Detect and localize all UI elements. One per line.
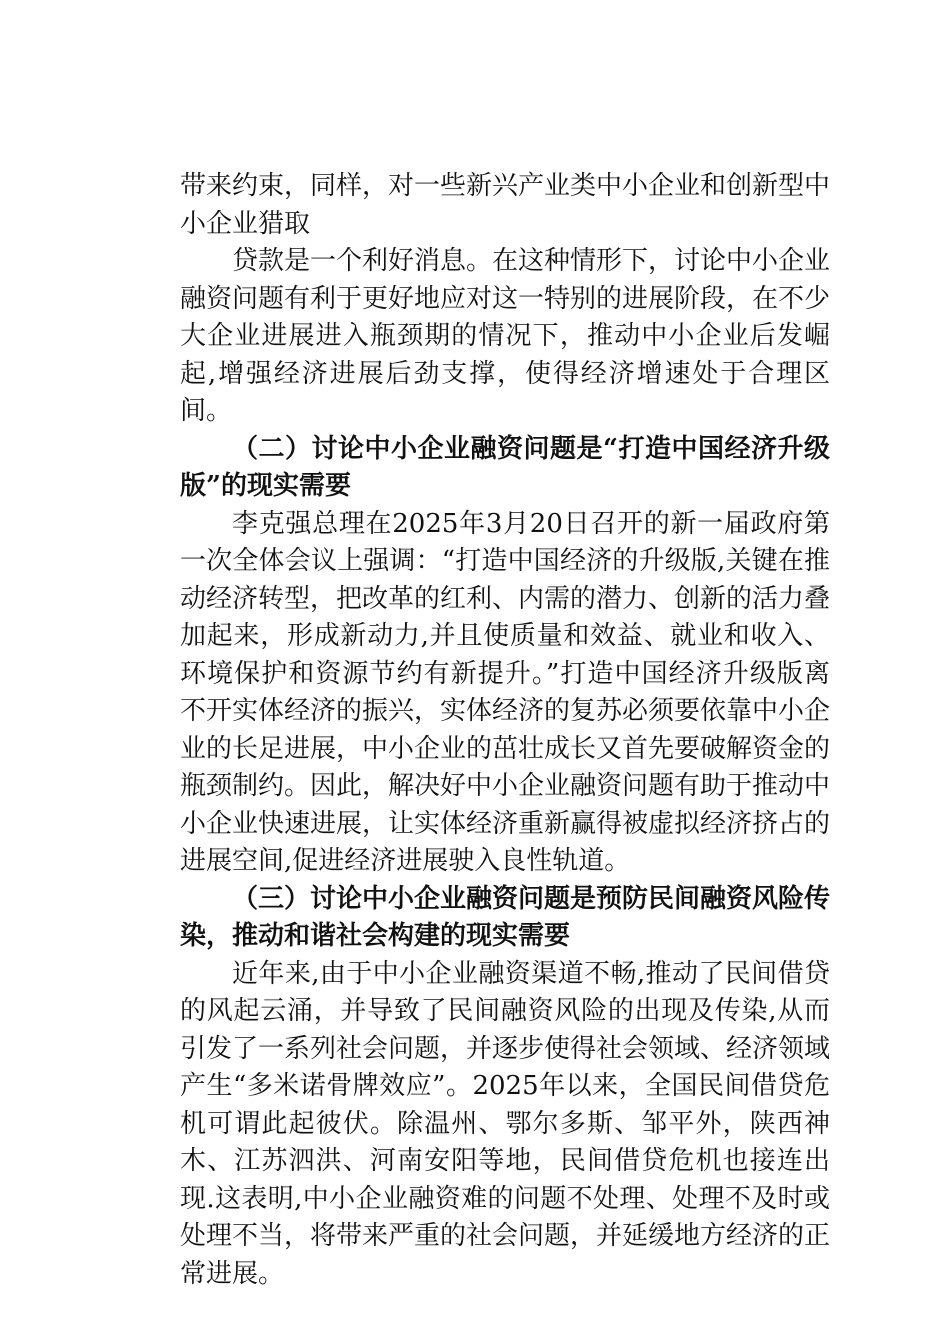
- body-paragraph: 近年来,由于中小企业融资渠道不畅,推动了民间借贷的风起云涌，并导致了民间融资风险的出现及传染,从而引发了一系列社会问题，并逐步使得社会领域、经济领域产生“多米诺骨牌效应”。2025年以来，全国民间借贷危机可谓此起彼伏。除温州、鄂尔多斯、邹平外，陕西神木、江苏泗洪、河南安阳等地，民间借贷危机也接连出现.这表明,中小企业融资难的问题不处理、处理不及时或处理不当，将带来严重的社会问题，并延缓地方经济的正常进展。: [180, 958, 831, 1289]
- body-paragraph: 带来约束，同样，对一些新兴产业类中小企业和创新型中小企业猎取: [180, 171, 831, 239]
- section-heading: （二）讨论中小企业融资问题是“打造中国经济升级版”的现实需要: [180, 433, 830, 501]
- body-paragraph: 贷款是一个利好消息。在这种情形下，讨论中小企业融资问题有利于更好地应对这一特别的进展阶段，在不少大企业进展进入瓶颈期的情况下，推动中小企业后发崛起,增强经济进展后劲支撑，使得经济增速处于合理区间。: [180, 246, 831, 426]
- document-page: [180, 168, 830, 1293]
- body-paragraph: 李克强总理在2025年3月20日召开的新一届政府第一次全体会议上强调：“打造中国经济的升级版,关键在推动经济转型，把改革的红利、内需的潜力、创新的活力叠加起来，形成新动力,并且使质量和效益、就业和收入、环境保护和资源节约有新提升。”打造中国经济升级版离不开实体经济的振兴，实体经济的复苏必须要依靠中小企业的长足进展，中小企业的茁壮成长又首先要破解资金的瓶颈制约。因此，解决好中小企业融资问题有助于推动中小企业快速进展，让实体经济重新赢得被虚拟经济挤占的进展空间,促进经济进展驶入良性轨道。: [180, 508, 831, 876]
- section-heading: （三）讨论中小企业融资问题是预防民间融资风险传染，推动和谐社会构建的现实需要: [180, 883, 831, 951]
